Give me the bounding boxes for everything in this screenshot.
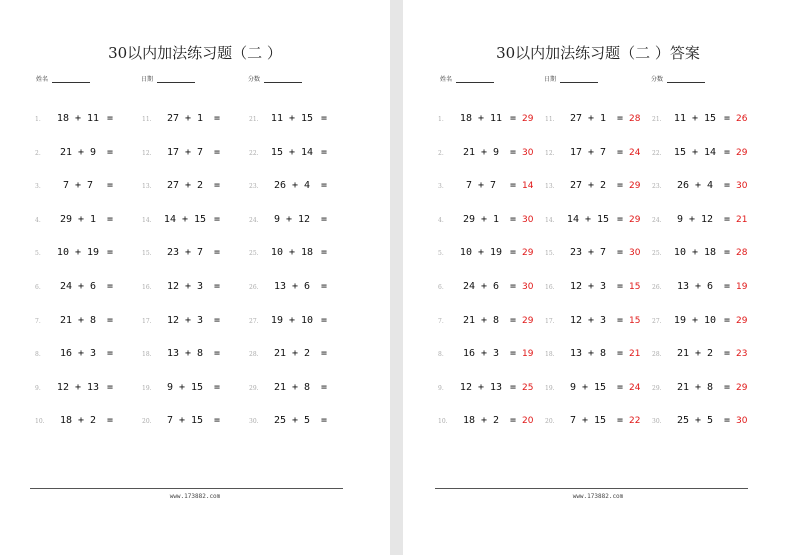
problem-number: 10. bbox=[438, 418, 448, 426]
problem-item bbox=[545, 415, 652, 429]
problem-grid bbox=[35, 113, 355, 449]
problem-number: 19. bbox=[142, 384, 152, 392]
equals-sign: = bbox=[510, 415, 517, 427]
problem-number: 11. bbox=[545, 116, 555, 123]
problem-expression: 9 + 12 bbox=[676, 213, 714, 225]
problem-item bbox=[142, 147, 249, 161]
problem-expression: 29 + 1 bbox=[59, 213, 97, 225]
problem-expression: 21 + 8 bbox=[676, 381, 714, 393]
worksheet-page bbox=[0, 0, 390, 555]
problem-item bbox=[142, 214, 249, 228]
problem-item bbox=[142, 382, 249, 396]
problem-number: 4. bbox=[438, 216, 444, 224]
answer-value: 26 bbox=[736, 114, 748, 124]
answer-value: 30 bbox=[736, 416, 748, 427]
problem-item bbox=[249, 415, 356, 429]
equals-sign: = bbox=[107, 381, 114, 393]
answer-value: 29 bbox=[629, 214, 641, 225]
answer-value: 29 bbox=[522, 114, 534, 124]
score-label: 分数 bbox=[248, 76, 261, 83]
problem-number: 6. bbox=[35, 283, 41, 291]
problem-number: 15. bbox=[142, 250, 152, 258]
problem-number: 29. bbox=[652, 384, 662, 392]
problem-item bbox=[438, 113, 545, 127]
equals-sign: = bbox=[510, 180, 517, 192]
answer-value: 30 bbox=[736, 181, 748, 192]
problem-expression: 21 + 9 bbox=[462, 146, 500, 158]
date-blank bbox=[560, 74, 598, 83]
problem-number: 18. bbox=[545, 351, 555, 359]
problem-number: 2. bbox=[438, 149, 444, 157]
problem-expression: 19 + 10 bbox=[270, 314, 314, 326]
equals-sign: = bbox=[617, 146, 624, 158]
problem-item bbox=[652, 281, 759, 295]
problem-expression: 12 + 13 bbox=[56, 381, 100, 393]
problem-item bbox=[652, 415, 759, 429]
problem-item bbox=[438, 315, 545, 329]
equals-sign: = bbox=[214, 180, 221, 192]
problem-number: 9. bbox=[35, 384, 41, 392]
problem-number: 16. bbox=[545, 283, 555, 291]
problem-number: 21. bbox=[652, 116, 662, 123]
problem-item bbox=[438, 180, 545, 194]
name-label: 姓名 bbox=[440, 76, 453, 83]
problem-expression: 23 + 7 bbox=[569, 247, 607, 259]
answer-value: 29 bbox=[522, 315, 534, 326]
answer-value: 30 bbox=[629, 248, 641, 259]
problem-item bbox=[142, 415, 249, 429]
score-blank bbox=[667, 74, 705, 83]
name-label: 姓名 bbox=[36, 76, 49, 83]
problem-number: 23. bbox=[249, 183, 259, 191]
problem-number: 1. bbox=[35, 116, 41, 123]
answer-value: 19 bbox=[522, 349, 534, 360]
problem-expression: 21 + 9 bbox=[59, 146, 97, 158]
problem-expression: 21 + 8 bbox=[273, 381, 311, 393]
answer-value: 22 bbox=[629, 416, 641, 427]
problem-number: 22. bbox=[249, 149, 259, 157]
equals-sign: = bbox=[617, 381, 624, 393]
equals-sign: = bbox=[510, 381, 517, 393]
problem-expression: 24 + 6 bbox=[462, 280, 500, 292]
problem-number: 17. bbox=[142, 317, 152, 325]
problem-item bbox=[35, 147, 142, 161]
equals-sign: = bbox=[617, 280, 624, 292]
answer-value: 30 bbox=[522, 147, 534, 158]
equals-sign: = bbox=[214, 213, 221, 225]
problem-expression: 7 + 7 bbox=[465, 180, 497, 192]
problem-item bbox=[652, 348, 759, 362]
equals-sign: = bbox=[321, 213, 328, 225]
problem-item bbox=[249, 281, 356, 295]
problem-item bbox=[35, 214, 142, 228]
score-field bbox=[651, 74, 705, 83]
answer-value: 21 bbox=[629, 349, 641, 360]
problem-number: 28. bbox=[652, 351, 662, 359]
equals-sign: = bbox=[510, 213, 517, 225]
problem-expression: 9 + 15 bbox=[569, 381, 607, 393]
problem-number: 30. bbox=[652, 418, 662, 426]
problem-number: 27. bbox=[652, 317, 662, 325]
problem-number: 26. bbox=[652, 283, 662, 291]
equals-sign: = bbox=[214, 381, 221, 393]
equals-sign: = bbox=[321, 247, 328, 259]
problem-number: 4. bbox=[35, 216, 41, 224]
problem-expression: 13 + 8 bbox=[166, 348, 204, 360]
problem-expression: 7 + 15 bbox=[569, 415, 607, 427]
problem-number: 9. bbox=[438, 384, 444, 392]
problem-item bbox=[142, 315, 249, 329]
equals-sign: = bbox=[617, 113, 624, 124]
problem-item bbox=[652, 214, 759, 228]
problem-item bbox=[545, 348, 652, 362]
answer-value: 19 bbox=[736, 281, 748, 292]
problem-number: 30. bbox=[249, 418, 259, 426]
problem-expression: 17 + 7 bbox=[166, 146, 204, 158]
problem-number: 24. bbox=[652, 216, 662, 224]
answer-key-title: 30以内加法练习题（二 ）答案 bbox=[496, 44, 700, 62]
problem-item bbox=[438, 348, 545, 362]
problem-expression: 27 + 2 bbox=[166, 180, 204, 192]
problem-expression: 18 + 11 bbox=[56, 113, 100, 124]
problem-item bbox=[652, 147, 759, 161]
problem-expression: 14 + 15 bbox=[566, 213, 610, 225]
problem-item bbox=[545, 281, 652, 295]
problem-number: 20. bbox=[545, 418, 555, 426]
problem-expression: 26 + 4 bbox=[273, 180, 311, 192]
equals-sign: = bbox=[214, 280, 221, 292]
equals-sign: = bbox=[321, 180, 328, 192]
answer-value: 14 bbox=[522, 181, 534, 192]
answer-value: 24 bbox=[629, 147, 641, 158]
equals-sign: = bbox=[724, 113, 731, 124]
problem-number: 26. bbox=[249, 283, 259, 291]
answer-grid bbox=[438, 113, 758, 449]
equals-sign: = bbox=[510, 247, 517, 259]
equals-sign: = bbox=[724, 348, 731, 360]
problem-number: 12. bbox=[545, 149, 555, 157]
problem-item bbox=[545, 180, 652, 194]
problem-item bbox=[652, 382, 759, 396]
equals-sign: = bbox=[107, 113, 114, 124]
equals-sign: = bbox=[214, 415, 221, 427]
score-label: 分数 bbox=[651, 76, 664, 83]
problem-item bbox=[35, 247, 142, 261]
equals-sign: = bbox=[107, 280, 114, 292]
problem-number: 24. bbox=[249, 216, 259, 224]
equals-sign: = bbox=[321, 146, 328, 158]
name-field bbox=[36, 74, 90, 83]
problem-item bbox=[35, 382, 142, 396]
equals-sign: = bbox=[724, 381, 731, 393]
problem-number: 5. bbox=[438, 250, 444, 258]
problem-number: 27. bbox=[249, 317, 259, 325]
date-field bbox=[141, 74, 195, 83]
problem-item bbox=[438, 415, 545, 429]
equals-sign: = bbox=[617, 314, 624, 326]
problem-expression: 23 + 7 bbox=[166, 247, 204, 259]
problem-item bbox=[249, 382, 356, 396]
problem-item bbox=[249, 147, 356, 161]
problem-item bbox=[35, 113, 142, 127]
problem-number: 21. bbox=[249, 116, 259, 123]
problem-item bbox=[438, 247, 545, 261]
equals-sign: = bbox=[617, 213, 624, 225]
problem-item bbox=[545, 214, 652, 228]
problem-expression: 13 + 6 bbox=[676, 280, 714, 292]
name-blank bbox=[456, 74, 494, 83]
problem-number: 16. bbox=[142, 283, 152, 291]
equals-sign: = bbox=[107, 348, 114, 360]
problem-expression: 10 + 19 bbox=[56, 247, 100, 259]
problem-expression: 16 + 3 bbox=[462, 348, 500, 360]
problem-expression: 13 + 6 bbox=[273, 280, 311, 292]
equals-sign: = bbox=[107, 247, 114, 259]
problem-expression: 26 + 4 bbox=[676, 180, 714, 192]
problem-expression: 19 + 10 bbox=[673, 314, 717, 326]
answer-value: 29 bbox=[629, 181, 641, 192]
problem-item bbox=[35, 281, 142, 295]
problem-item bbox=[35, 348, 142, 362]
equals-sign: = bbox=[321, 314, 328, 326]
problem-number: 7. bbox=[438, 317, 444, 325]
problem-item bbox=[249, 214, 356, 228]
equals-sign: = bbox=[510, 280, 517, 292]
date-label: 日期 bbox=[544, 76, 557, 83]
problem-expression: 21 + 2 bbox=[273, 348, 311, 360]
equals-sign: = bbox=[107, 146, 114, 158]
answer-value: 29 bbox=[736, 315, 748, 326]
answer-value: 29 bbox=[736, 382, 748, 393]
problem-number: 18. bbox=[142, 351, 152, 359]
problem-number: 3. bbox=[35, 183, 41, 191]
problem-item bbox=[652, 247, 759, 261]
problem-expression: 9 + 15 bbox=[166, 381, 204, 393]
problem-expression: 12 + 3 bbox=[569, 314, 607, 326]
equals-sign: = bbox=[214, 113, 221, 124]
answer-value: 29 bbox=[522, 248, 534, 259]
name-blank bbox=[52, 74, 90, 83]
answer-value: 21 bbox=[736, 214, 748, 225]
equals-sign: = bbox=[214, 146, 221, 158]
problem-expression: 15 + 14 bbox=[673, 146, 717, 158]
problem-expression: 14 + 15 bbox=[163, 213, 207, 225]
equals-sign: = bbox=[724, 415, 731, 427]
problem-expression: 7 + 7 bbox=[62, 180, 94, 192]
problem-expression: 10 + 19 bbox=[459, 247, 503, 259]
problem-number: 14. bbox=[545, 216, 555, 224]
problem-expression: 17 + 7 bbox=[569, 146, 607, 158]
problem-item bbox=[438, 281, 545, 295]
problem-item bbox=[438, 214, 545, 228]
equals-sign: = bbox=[510, 314, 517, 326]
footer-url: www.173882.com bbox=[169, 493, 221, 500]
problem-number: 23. bbox=[652, 183, 662, 191]
problem-item bbox=[142, 113, 249, 127]
problem-expression: 13 + 8 bbox=[569, 348, 607, 360]
problem-item bbox=[142, 348, 249, 362]
problem-number: 5. bbox=[35, 250, 41, 258]
problem-item bbox=[35, 415, 142, 429]
problem-item bbox=[652, 180, 759, 194]
score-field bbox=[248, 74, 302, 83]
problem-item bbox=[249, 348, 356, 362]
problem-number: 8. bbox=[438, 351, 444, 359]
problem-item bbox=[142, 281, 249, 295]
equals-sign: = bbox=[724, 213, 731, 225]
problem-number: 25. bbox=[249, 250, 259, 258]
problem-expression: 25 + 5 bbox=[676, 415, 714, 427]
problem-expression: 18 + 11 bbox=[459, 113, 503, 124]
equals-sign: = bbox=[724, 314, 731, 326]
problem-expression: 18 + 2 bbox=[462, 415, 500, 427]
problem-item bbox=[545, 315, 652, 329]
problem-number: 25. bbox=[652, 250, 662, 258]
problem-number: 3. bbox=[438, 183, 444, 191]
problem-number: 22. bbox=[652, 149, 662, 157]
equals-sign: = bbox=[617, 348, 624, 360]
answer-value: 28 bbox=[629, 114, 641, 124]
problem-expression: 27 + 2 bbox=[569, 180, 607, 192]
problem-number: 19. bbox=[545, 384, 555, 392]
problem-item bbox=[249, 315, 356, 329]
equals-sign: = bbox=[214, 247, 221, 259]
answer-value: 15 bbox=[629, 281, 641, 292]
equals-sign: = bbox=[214, 348, 221, 360]
problem-number: 12. bbox=[142, 149, 152, 157]
problem-item bbox=[545, 247, 652, 261]
problem-number: 10. bbox=[35, 418, 45, 426]
problem-number: 11. bbox=[142, 116, 152, 123]
equals-sign: = bbox=[724, 146, 731, 158]
answer-value: 30 bbox=[522, 214, 534, 225]
problem-expression: 11 + 15 bbox=[673, 113, 717, 124]
answer-value: 28 bbox=[736, 248, 748, 259]
worksheet-title: 30以内加法练习题（二 ） bbox=[108, 44, 282, 62]
score-blank bbox=[264, 74, 302, 83]
footer-url: www.173882.com bbox=[572, 493, 624, 500]
problem-item bbox=[35, 315, 142, 329]
equals-sign: = bbox=[724, 280, 731, 292]
answer-value: 23 bbox=[736, 349, 748, 360]
footer-divider bbox=[435, 488, 748, 489]
problem-expression: 25 + 5 bbox=[273, 415, 311, 427]
equals-sign: = bbox=[321, 415, 328, 427]
problem-number: 13. bbox=[142, 183, 152, 191]
problem-item bbox=[142, 247, 249, 261]
problem-item bbox=[545, 113, 652, 127]
problem-expression: 27 + 1 bbox=[569, 113, 607, 124]
problem-item bbox=[545, 147, 652, 161]
problem-number: 14. bbox=[142, 216, 152, 224]
problem-item bbox=[438, 382, 545, 396]
problem-expression: 16 + 3 bbox=[59, 348, 97, 360]
problem-expression: 21 + 2 bbox=[676, 348, 714, 360]
answer-value: 20 bbox=[522, 416, 534, 427]
date-field bbox=[544, 74, 598, 83]
problem-item bbox=[545, 382, 652, 396]
answer-key-page bbox=[403, 0, 793, 555]
answer-value: 15 bbox=[629, 315, 641, 326]
problem-number: 6. bbox=[438, 283, 444, 291]
problem-number: 15. bbox=[545, 250, 555, 258]
date-blank bbox=[157, 74, 195, 83]
equals-sign: = bbox=[321, 348, 328, 360]
problem-expression: 27 + 1 bbox=[166, 113, 204, 124]
answer-value: 30 bbox=[522, 281, 534, 292]
problem-expression: 11 + 15 bbox=[270, 113, 314, 124]
equals-sign: = bbox=[510, 113, 517, 124]
problem-expression: 10 + 18 bbox=[270, 247, 314, 259]
name-field bbox=[440, 74, 494, 83]
problem-item bbox=[249, 113, 356, 127]
equals-sign: = bbox=[214, 314, 221, 326]
equals-sign: = bbox=[107, 415, 114, 427]
problem-expression: 29 + 1 bbox=[462, 213, 500, 225]
problem-number: 20. bbox=[142, 418, 152, 426]
equals-sign: = bbox=[107, 180, 114, 192]
equals-sign: = bbox=[107, 314, 114, 326]
equals-sign: = bbox=[107, 213, 114, 225]
problem-item bbox=[249, 247, 356, 261]
problem-number: 29. bbox=[249, 384, 259, 392]
equals-sign: = bbox=[321, 381, 328, 393]
problem-item bbox=[438, 147, 545, 161]
problem-number: 8. bbox=[35, 351, 41, 359]
equals-sign: = bbox=[617, 247, 624, 259]
problem-number: 13. bbox=[545, 183, 555, 191]
equals-sign: = bbox=[321, 280, 328, 292]
problem-expression: 21 + 8 bbox=[59, 314, 97, 326]
problem-expression: 7 + 15 bbox=[166, 415, 204, 427]
problem-item bbox=[249, 180, 356, 194]
problem-number: 28. bbox=[249, 351, 259, 359]
problem-expression: 18 + 2 bbox=[59, 415, 97, 427]
equals-sign: = bbox=[510, 146, 517, 158]
equals-sign: = bbox=[321, 113, 328, 124]
problem-item bbox=[35, 180, 142, 194]
equals-sign: = bbox=[724, 180, 731, 192]
footer-divider bbox=[30, 488, 343, 489]
problem-expression: 15 + 14 bbox=[270, 146, 314, 158]
problem-expression: 12 + 13 bbox=[459, 381, 503, 393]
problem-item bbox=[142, 180, 249, 194]
answer-value: 25 bbox=[522, 382, 534, 393]
equals-sign: = bbox=[724, 247, 731, 259]
problem-number: 1. bbox=[438, 116, 444, 123]
problem-number: 7. bbox=[35, 317, 41, 325]
answer-value: 24 bbox=[629, 382, 641, 393]
date-label: 日期 bbox=[141, 76, 154, 83]
answer-value: 29 bbox=[736, 147, 748, 158]
equals-sign: = bbox=[617, 180, 624, 192]
equals-sign: = bbox=[617, 415, 624, 427]
problem-expression: 24 + 6 bbox=[59, 280, 97, 292]
problem-item bbox=[652, 315, 759, 329]
problem-expression: 12 + 3 bbox=[166, 280, 204, 292]
problem-expression: 12 + 3 bbox=[569, 280, 607, 292]
equals-sign: = bbox=[510, 348, 517, 360]
problem-item bbox=[652, 113, 759, 127]
problem-expression: 9 + 12 bbox=[273, 213, 311, 225]
problem-number: 17. bbox=[545, 317, 555, 325]
problem-number: 2. bbox=[35, 149, 41, 157]
problem-expression: 10 + 18 bbox=[673, 247, 717, 259]
problem-expression: 21 + 8 bbox=[462, 314, 500, 326]
problem-expression: 12 + 3 bbox=[166, 314, 204, 326]
